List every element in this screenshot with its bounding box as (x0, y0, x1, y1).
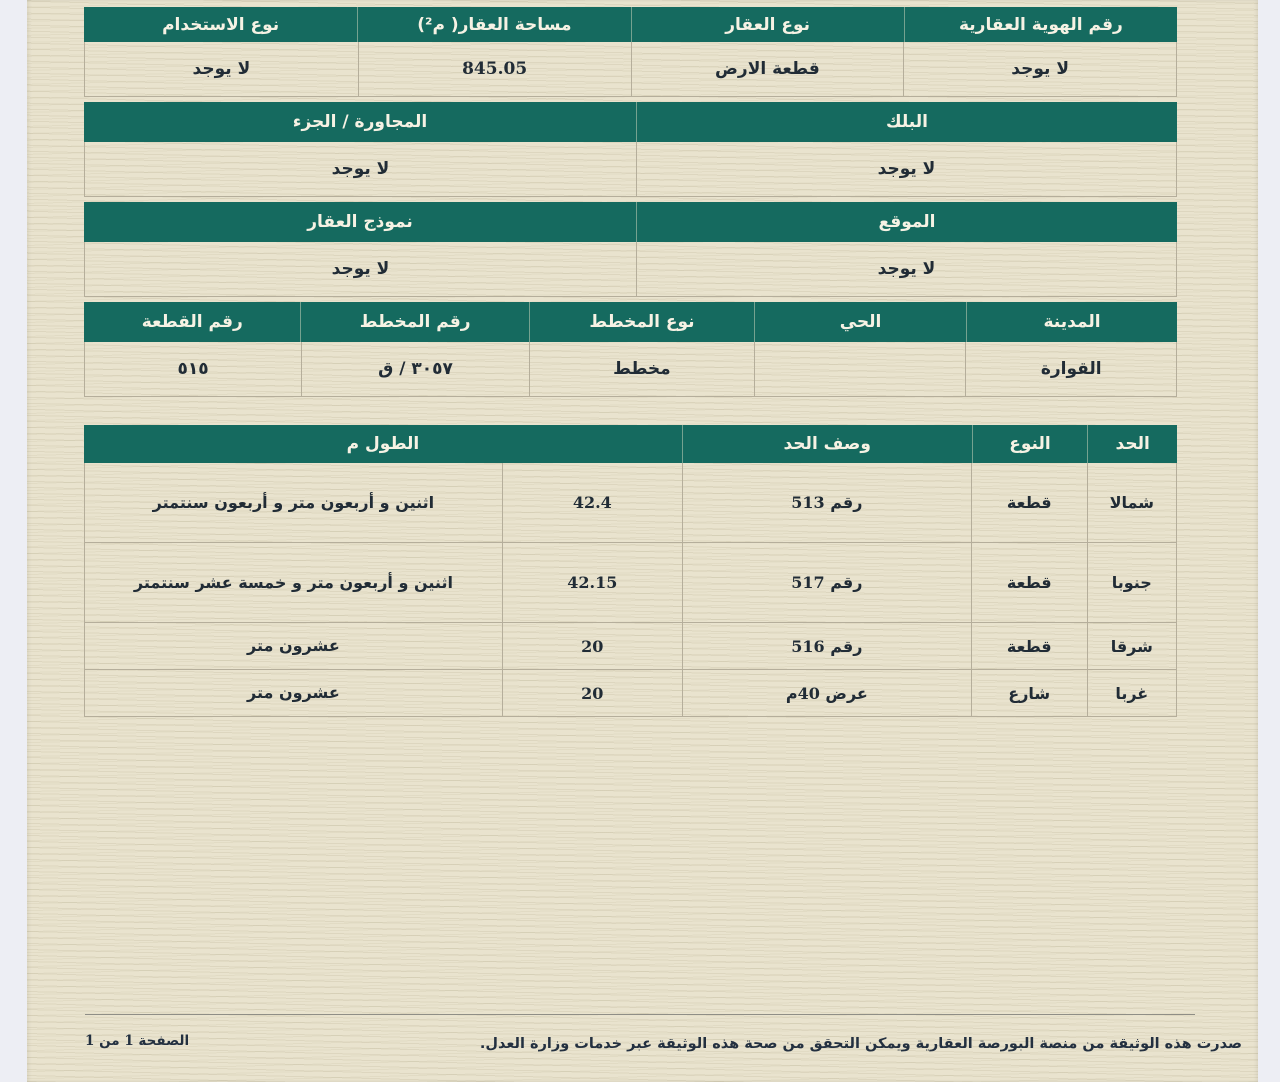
boundary-length-text (85, 463, 502, 542)
header-district: الحي (754, 302, 966, 342)
value-location: لا يوجد (636, 242, 1176, 296)
boundary-length-value: 20 (502, 670, 682, 716)
block-header-row (84, 102, 1177, 142)
boundary-length-text (85, 623, 502, 669)
value-block: لا يوجد (636, 142, 1176, 196)
location-header-row (84, 202, 1177, 242)
header-boundary-description: وصف الحد (682, 425, 972, 463)
value-property-id: لا يوجد (903, 42, 1176, 96)
value-parcel-number: ٥١٥ (177, 359, 209, 379)
plan-value-row (84, 342, 1177, 397)
boundaries-header-row (84, 425, 1177, 463)
deed-document-body (84, 7, 1177, 717)
boundary-side: شرقا (1087, 623, 1176, 669)
footer-page-number: الصفحة 1 من 1 (85, 1033, 190, 1049)
value-city: القوارة (965, 342, 1176, 396)
value-usage-type: لا يوجد (192, 59, 251, 79)
boundary-length-text-span: عشرون متر (247, 636, 340, 655)
property-identity-section (84, 7, 1177, 97)
boundary-length-text-span: عشرون متر (247, 683, 340, 702)
boundary-description: رقم 517 (682, 543, 971, 622)
boundary-type: قطعة (971, 463, 1087, 542)
header-length-m: الطول م (346, 434, 420, 454)
boundary-length-text-span: اثنين و أربعون متر و أربعون سنتمتر (152, 492, 435, 512)
property-info-table (84, 7, 1177, 397)
property-identity-header-row (84, 7, 1177, 42)
header-property-model: نموذج العقار (307, 212, 413, 232)
boundary-length-value: 42.15 (502, 543, 682, 622)
header-city: المدينة (966, 302, 1177, 342)
boundary-length-value: 20 (502, 623, 682, 669)
footer-issuance-note: صدرت هذه الوثيقة من منصة البورصة العقارية ويمكن التحقق من صحة هذه الوثيقة عبر خدمات وزارة العدل. (479, 1036, 1242, 1052)
header-property-area: مساحة العقار( م²) (357, 7, 630, 42)
plan-section (84, 302, 1177, 397)
value-property-area: 845.05 (358, 42, 631, 96)
boundary-description: رقم 516 (682, 623, 971, 669)
header-location: الموقع (636, 202, 1177, 242)
header-property-type: نوع العقار (631, 7, 904, 42)
boundary-length-text (85, 670, 502, 716)
boundary-side: جنوبا (1087, 543, 1176, 622)
location-value-row (84, 242, 1177, 297)
header-adjacent-part: المجاورة / الجزء (292, 112, 428, 132)
plan-header-row (84, 302, 1177, 342)
header-parcel-number: رقم القطعة (141, 312, 243, 332)
value-adjacent-part: لا يوجد (331, 159, 390, 179)
value-property-model: لا يوجد (331, 259, 390, 279)
value-property-type: قطعة الارض (631, 42, 904, 96)
block-value-row (84, 142, 1177, 197)
header-property-id: رقم الهوية العقارية (904, 7, 1177, 42)
boundary-side: شمالا (1087, 463, 1176, 542)
header-plan-number: رقم المخطط (300, 302, 528, 342)
boundary-length-value: 42.4 (502, 463, 682, 542)
boundary-length-text-span: اثنين و أربعون متر و خمسة عشر سنتمتر (133, 572, 453, 592)
value-plan-type: مخطط (529, 342, 754, 396)
boundary-side: غربا (1087, 670, 1176, 716)
boundary-type: قطعة (971, 543, 1087, 622)
boundary-type: شارع (971, 670, 1087, 716)
footer-divider (85, 1014, 1195, 1015)
location-section (84, 202, 1177, 297)
boundary-description: عرض 40م (682, 670, 971, 716)
boundary-row-south (84, 543, 1177, 623)
header-block: البلك (636, 102, 1177, 142)
header-plan-type: نوع المخطط (529, 302, 754, 342)
boundary-type: قطعة (971, 623, 1087, 669)
boundary-description: رقم 513 (682, 463, 971, 542)
boundary-row-north (84, 463, 1177, 543)
value-district (754, 342, 966, 396)
boundaries-table (84, 425, 1177, 717)
header-boundary: الحد (1087, 425, 1177, 463)
boundary-row-west (84, 670, 1177, 717)
block-section (84, 102, 1177, 197)
boundary-row-east (84, 623, 1177, 670)
property-identity-value-row (84, 42, 1177, 97)
header-usage-type: نوع الاستخدام (162, 14, 280, 35)
header-boundary-type: النوع (972, 425, 1088, 463)
value-plan-number: ٣٠٥٧ / ق (301, 342, 529, 396)
boundary-length-text (85, 543, 502, 622)
